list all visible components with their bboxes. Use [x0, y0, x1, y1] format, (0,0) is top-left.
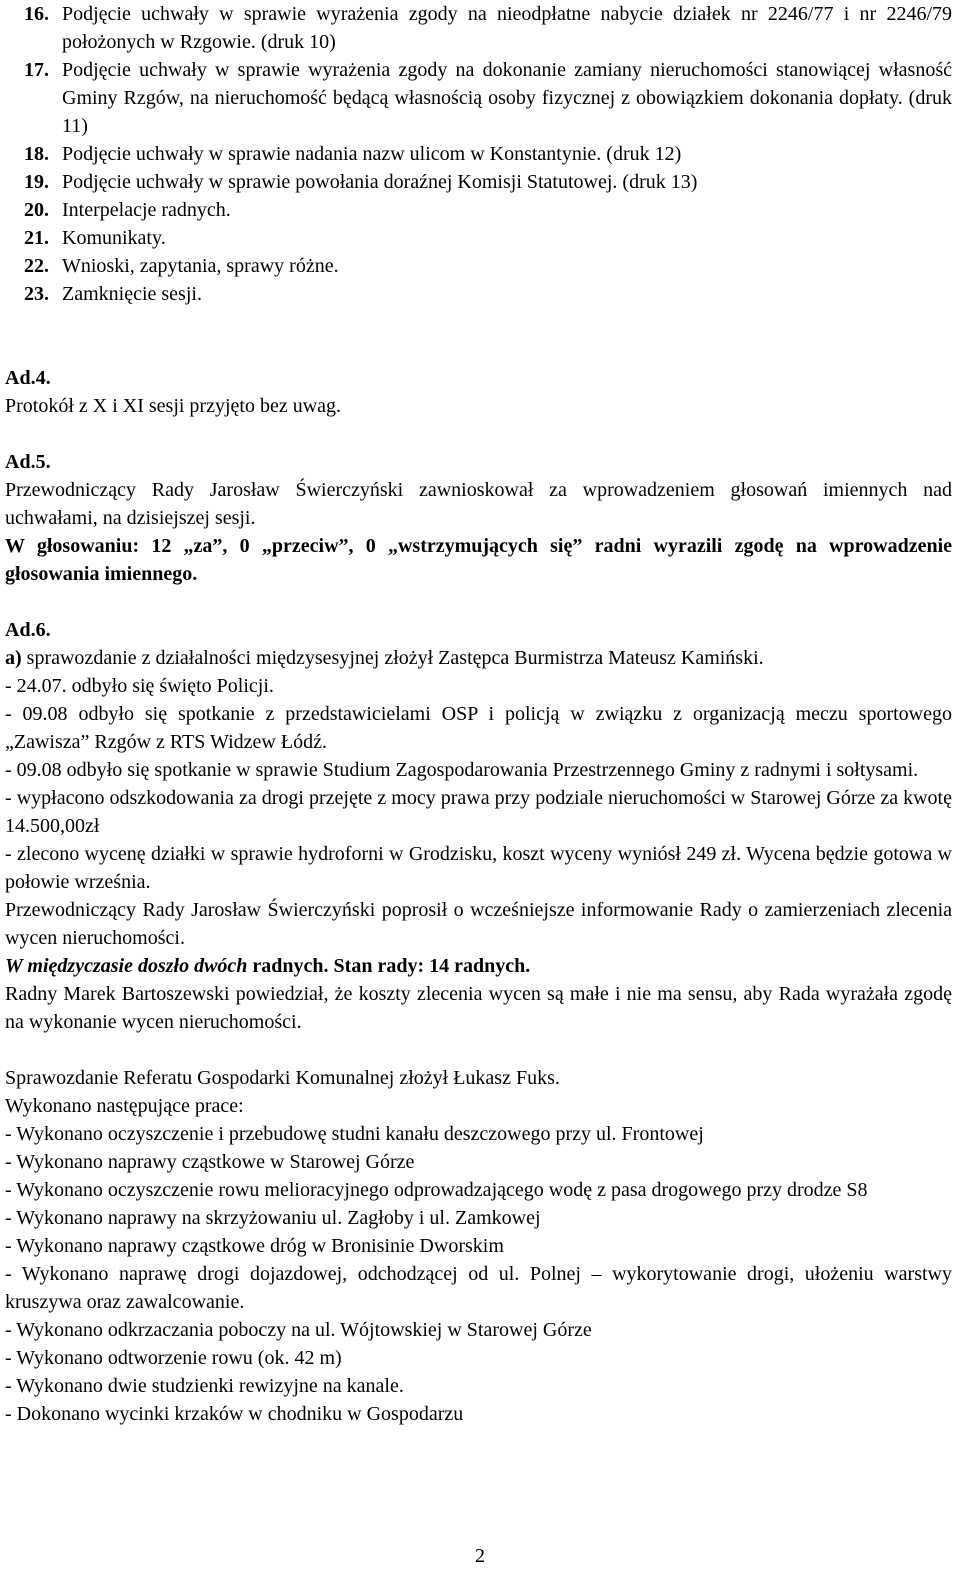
ad5-vote-result: W głosowaniu: 12 „za”, 0 „przeciw”, 0 „wstrzymujących się” radni wyrazili zgodę na wprowadzenie głosowania imiennego. — [5, 535, 952, 585]
report-work-item: - Wykonano naprawę drogi dojazdowej, odchodzącej od ul. Polnej – wykorytowanie drogi, ułożeniu warstwy kruszywa oraz zawalcowanie. — [5, 1263, 952, 1313]
spacer — [5, 420, 952, 448]
ad6-bartoszewski: Radny Marek Bartoszewski powiedział, że koszty zlecenia wycen są małe i nie ma sensu, aby Rada wyrażała zgodę na wykonanie wycen nieruchomości. — [5, 983, 952, 1033]
page-number: 2 — [475, 1545, 485, 1567]
agenda-item — [24, 280, 952, 308]
section-heading-ad4: Ad.4. — [5, 367, 51, 389]
agenda-item-text: Podjęcie uchwały w sprawie nadania nazw ulicom w Konstantynie. (druk 12) — [62, 143, 682, 165]
agenda-item-text: Komunikaty. — [62, 227, 166, 249]
agenda-item — [24, 224, 952, 252]
section-heading-ad5: Ad.5. — [5, 451, 51, 473]
report-work-item: - Wykonano odtworzenie rowu (ok. 42 m) — [5, 1347, 342, 1369]
ad6-a-label: a) — [5, 647, 22, 669]
spacer — [5, 588, 952, 616]
agenda-item-text: Wnioski, zapytania, sprawy różne. — [62, 255, 339, 277]
section-heading-ad6: Ad.6. — [5, 619, 51, 641]
ad6-a-paragraph — [5, 644, 952, 672]
agenda-item-text: Interpelacje radnych. — [62, 199, 231, 221]
agenda-item-text: Podjęcie uchwały w sprawie powołania doraźnej Komisji Statutowej. (druk 13) — [62, 171, 698, 193]
agenda-item-number: 16. — [24, 3, 49, 25]
ad6-line: Przewodniczący Rady Jarosław Świerczyński poprosił o wcześniejsze informowanie Rady o zamierzeniach zlecenia wycen nieruchomości. — [5, 899, 952, 949]
agenda-item — [24, 168, 952, 196]
agenda-item-text: Podjęcie uchwały w sprawie wyrażenia zgody na nieodpłatne nabycie działek nr 2246/77 i nr 2246/79 położonych w Rzgowie. (druk 10) — [62, 3, 952, 53]
spacer — [5, 1036, 952, 1064]
report-works-heading: Wykonano następujące prace: — [5, 1095, 244, 1117]
agenda-item — [24, 140, 952, 168]
ad6-line: - 09.08 odbyło się spotkanie w sprawie Studium Zagospodarowania Przestrzennego Gminy z radnymi i sołtysami. — [5, 759, 919, 781]
ad4-text: Protokół z X i XI sesji przyjęto bez uwag. — [5, 395, 342, 417]
ad6-line: - zlecono wycenę działki w sprawie hydroforni w Grodzisku, koszt wyceny wyniósł 249 zł. Wycena będzie gotowa w połowie września. — [5, 843, 952, 893]
report-work-item: - Wykonano oczyszczenie i przebudowę studni kanału deszczowego przy ul. Frontowej — [5, 1123, 704, 1145]
ad6-line: - 24.07. odbyło się święto Policji. — [5, 675, 274, 697]
agenda-item-number: 17. — [24, 59, 49, 81]
ad6-a-text: sprawozdanie z działalności międzysesyjnej złożył Zastępca Burmistrza Mateusz Kamiński. — [21, 647, 764, 669]
ad6-line: - 09.08 odbyło się spotkanie z przedstawicielami OSP i policją w związku z organizacją meczu sportowego „Zawisza” Rzgów z RTS Widzew Łódź. — [5, 703, 952, 753]
agenda-list — [24, 0, 952, 308]
report-work-item: - Wykonano oczyszczenie rowu melioracyjnego odprowadzającego wodę z pasa drogowego przy drodze S8 — [5, 1179, 868, 1201]
agenda-item-number: 20. — [24, 199, 49, 221]
report-intro: Sprawozdanie Referatu Gospodarki Komunalnej złożył Łukasz Fuks. — [5, 1067, 560, 1089]
report-work-item: - Wykonano naprawy cząstkowe dróg w Bronisinie Dworskim — [5, 1235, 504, 1257]
report-work-item: - Wykonano naprawy na skrzyżowaniu ul. Zagłoby i ul. Zamkowej — [5, 1207, 541, 1229]
agenda-item — [24, 252, 952, 280]
agenda-item — [24, 0, 952, 56]
agenda-item — [24, 56, 952, 140]
agenda-item-number: 21. — [24, 227, 49, 249]
ad6-interim-note — [5, 952, 952, 980]
agenda-item-text: Podjęcie uchwały w sprawie wyrażenia zgody na dokonanie zamiany nieruchomości stanowiącej własność Gminy Rzgów, na nieruchomość będącą własnością osoby fizycznej z obowiązkiem dokonania dopłaty. (druk 11) — [62, 59, 952, 137]
report-work-item: - Wykonano naprawy cząstkowe w Starowej Górze — [5, 1151, 415, 1173]
report-work-item: - Dokonano wycinki krzaków w chodniku w Gospodarzu — [5, 1403, 464, 1425]
agenda-item — [24, 196, 952, 224]
document-body — [5, 364, 952, 1428]
agenda-item-number: 22. — [24, 255, 49, 277]
agenda-item-text: Zamknięcie sesji. — [62, 283, 202, 305]
ad6-line: - wypłacono odszkodowania za drogi przejęte z mocy prawa przy podziale nieruchomości w Starowej Górze za kwotę 14.500,00zł — [5, 787, 952, 837]
report-work-item: - Wykonano dwie studzienki rewizyjne na kanale. — [5, 1375, 404, 1397]
report-work-item: - Wykonano odkrzaczania poboczy na ul. Wójtowskiej w Starowej Górze — [5, 1319, 592, 1341]
ad6-interim-bold: radnych. Stan rady: 14 radnych. — [247, 955, 531, 977]
ad5-text: Przewodniczący Rady Jarosław Świerczyński zawnioskował za wprowadzeniem głosowań imiennych nad uchwałami, na dzisiejszej sesji. — [5, 479, 952, 529]
agenda-item-number: 23. — [24, 283, 49, 305]
agenda-item-number: 18. — [24, 143, 49, 165]
ad6-interim-italic: W międzyczasie doszło dwóch — [5, 955, 248, 977]
agenda-item-number: 19. — [24, 171, 49, 193]
